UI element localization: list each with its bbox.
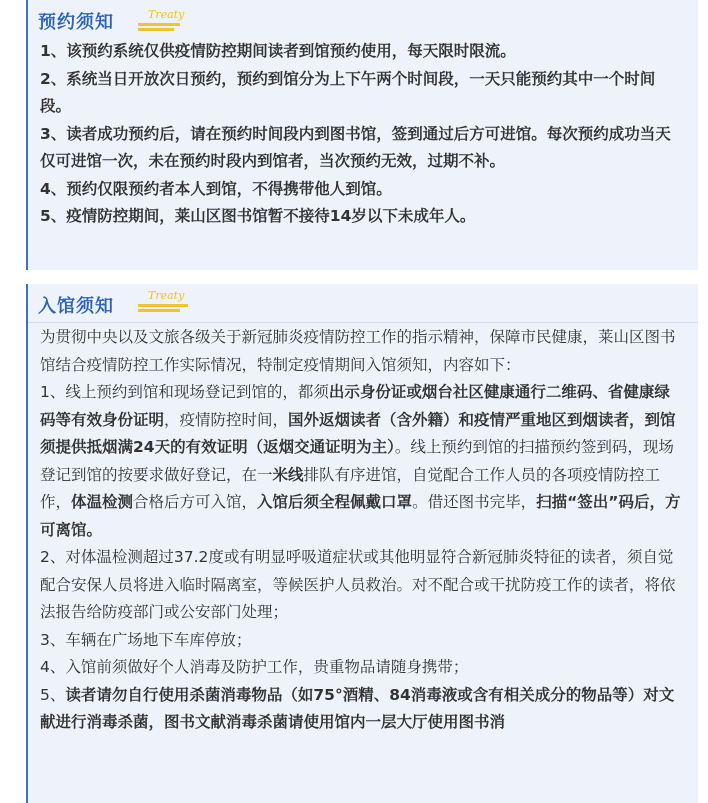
- reservation-rules-list: [28, 38, 698, 231]
- section-header: [28, 284, 698, 322]
- entry-notice-section: [26, 284, 698, 803]
- section-title: 预约须知: [38, 12, 114, 33]
- list-item: 2、系统当日开放次日预约，预约到馆分为上下午两个时间段，一天只能预约其中一个时间段。: [40, 69, 656, 115]
- reservation-notice-section: [26, 0, 698, 270]
- list-item: 3、读者成功预约后，请在预约时间段内到图书馆，签到通过后方可进馆。每次预约成功当天仅可进馆一次，未在预约时段内到馆者，当次预约无效，过期不补。: [40, 124, 671, 170]
- title-underline-decoration: [138, 304, 188, 307]
- list-item: 5、疫情防控期间，莱山区图书馆暂不接待14岁以下未成年人。: [40, 207, 476, 225]
- section-tag: Treaty: [148, 8, 185, 21]
- list-item: 2、对体温检测超过37.2度或有明显呼吸道症状或其他明显符合新冠肺炎特征的读者，须自觉配合安保人员将进入临时隔离室，等候医护人员救治。对不配合或干扰防疫工作的读者，将依法报告给防疫部门或公安部门处理；: [40, 548, 676, 621]
- title-underline-decoration: [138, 28, 174, 31]
- list-item: 3、车辆在广场地下车库停放；: [40, 630, 252, 649]
- title-underline-decoration: [138, 309, 180, 312]
- entry-rules-body: [28, 322, 698, 737]
- list-item: 1、该预约系统仅供疫情防控期间读者到馆预约使用，每天限时限流。: [40, 42, 516, 60]
- section-tag: Treaty: [148, 289, 185, 302]
- section-header: [28, 0, 698, 38]
- list-item: 5、读者请勿自行使用杀菌消毒物品（如75°酒精、84消毒液或含有相关成分的物品等）对文献进行消毒杀菌，图书文献消毒杀菌请使用馆内一层大厅使用图书消: [40, 685, 675, 731]
- list-item: 1、线上预约到馆和现场登记到馆的，都须出示身份证或烟台社区健康通行二维码、省健康绿码等有效身份证明，疫情防控时间，国外返烟读者（含外籍）和疫情严重地区到烟读者，到馆须提供抵烟满24天的有效证明（返烟交通证明为主）。线上预约到馆的扫描预约签到码，现场登记到馆的按要求做好登记，在一米线排队有序进馆，自觉配合工作人员的各项疫情防控工作，体温检测合格后方可入馆，入馆后须全程佩戴口罩。借还图书完毕，扫描“签出”码后，方可离馆。: [40, 383, 681, 539]
- list-item: 4、预约仅限预约者本人到馆，不得携带他人到馆。: [40, 179, 392, 198]
- title-underline-decoration: [138, 23, 180, 26]
- list-item: 4、入馆前须做好个人消毒及防护工作，贵重物品请随身携带；: [40, 658, 469, 676]
- divider: [28, 322, 698, 323]
- section-title: 入馆须知: [38, 296, 114, 317]
- intro-paragraph: 为贯彻中央以及文旅各级关于新冠肺炎疫情防控工作的指示精神，保障市民健康，莱山区图书馆结合疫情防控工作实际情况，特制定疫情期间入馆须知，内容如下：: [40, 328, 676, 374]
